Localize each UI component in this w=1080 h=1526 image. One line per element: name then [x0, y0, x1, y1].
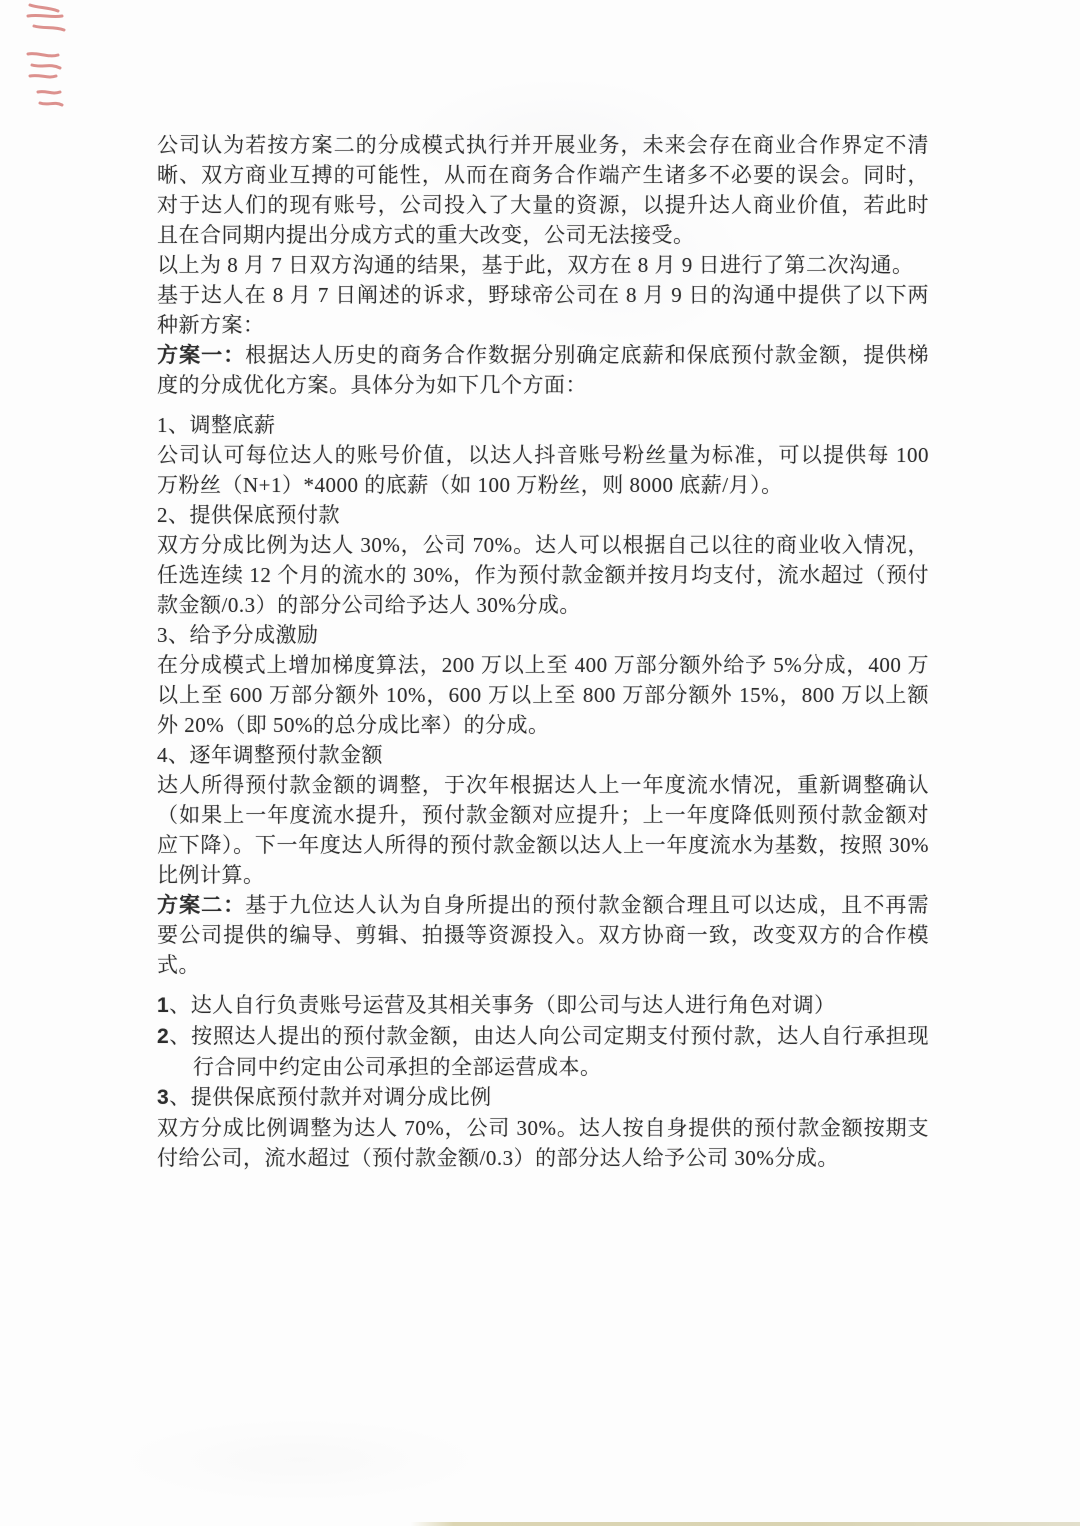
plan2-intro-paragraph [157, 890, 929, 980]
plan1-item3-body: 在分成模式上增加梯度算法，200 万以上至 400 万部分额外给予 5%分成，400 万以上至 600 万部分额外 10%，600 万以上至 800 万部分额外 15%，800 万以上额外 20%（即 50%的总分成比率）的分成。 [157, 653, 929, 737]
plan2-item3-text: 提供保底预付款并对调分成比例 [190, 1085, 492, 1109]
plan1-item3-title: 3、给予分成激励 [157, 623, 319, 647]
scanner-edge-artifact [0, 1522, 1080, 1526]
plan2-intro-text: 基于九位达人认为自身所提出的预付款金额合理且可以达成，且不再需要公司提供的编导、剪辑、拍摄等资源投入。双方协商一致，改变双方的合作模式。 [157, 893, 929, 977]
plan1-item1-body: 公司认可每位达人的账号价值，以达人抖音账号粉丝量为标准，可以提供每 100 万粉丝（N+1）*4000 的底薪（如 100 万粉丝，则 8000 底薪/月）。 [157, 443, 929, 497]
paragraph-aug7-result: 以上为 8 月 7 日双方沟通的结果，基于此，双方在 8 月 9 日进行了第二次沟通。 [157, 253, 914, 277]
plan1-label: 方案一： [157, 343, 246, 367]
plan1-item4-body: 达人所得预付款金额的调整，于次年根据达人上一年度流水情况，重新调整确认（如果上一年度流水提升，预付款金额对应提升；上一年度降低则预付款金额对应下降）。下一年度达人所得的预付款金额以达人上一年度流水为基数，按照 30%比例计算。 [157, 773, 929, 887]
plan2-item2-text: 按照达人提出的预付款金额，由达人向公司定期支付预付款，达人自行承担现行合同中约定由公司承担的全部运营成本。 [191, 1024, 930, 1079]
plan1-intro-text: 根据达人历史的商务合作数据分别确定底薪和保底预付款金额，提供梯度的分成优化方案。具体分为如下几个方面： [157, 343, 929, 397]
plan1-item1-title: 1、调整底薪 [157, 413, 276, 437]
plan2-item2-number: 2 [157, 1025, 170, 1048]
plan2-item3-number: 3 [157, 1086, 170, 1109]
paragraph-new-plans-intro: 基于达人在 8 月 7 日阐述的诉求，野球帝公司在 8 月 9 日的沟通中提供了以下两种新方案： [157, 283, 929, 337]
plan2-closing-paragraph: 双方分成比例调整为达人 70%，公司 30%。达人按自身提供的预付款金额按期支付给公司，流水超过（预付款金额/0.3）的部分达人给予公司 30%分成。 [157, 1116, 929, 1170]
plan1-item2-title: 2、提供保底预付款 [157, 503, 340, 527]
plan2-item3-separator: 、 [169, 1085, 191, 1109]
plan2-item1-number: 1 [157, 994, 170, 1017]
plan2-item2-separator: 、 [169, 1024, 192, 1048]
plan1-intro-paragraph [157, 340, 929, 400]
red-pen-annotation-marks [18, 2, 82, 118]
paragraph-company-position: 公司认为若按方案二的分成模式执行并开展业务，未来会存在商业合作界定不清晰、双方商业互搏的可能性，从而在商务合作端产生诸多不必要的误会。同时，对于达人们的现有账号，公司投入了大量的资源，以提升达人商业价值，若此时且在合同期内提出分成方式的重大改变，公司无法接受。 [157, 133, 929, 247]
plan2-label: 方案二： [157, 893, 246, 917]
plan2-item2 [157, 1021, 929, 1082]
plan2-item3 [157, 1082, 929, 1113]
plan1-item2-body: 双方分成比例为达人 30%，公司 70%。达人可以根据自己以往的商业收入情况，任选连续 12 个月的流水的 30%，作为预付款金额并按月均支付，流水超过（预付款金额/0.3）的部分公司给予达人 30%分成。 [157, 533, 929, 617]
plan2-item1-separator: 、 [169, 993, 191, 1017]
plan1-item4-title: 4、逐年调整预付款金额 [157, 743, 383, 767]
plan2-item1-text: 达人自行负责账号运营及其相关事务（即公司与达人进行角色对调） [190, 993, 836, 1017]
document-body [157, 130, 929, 1173]
plan2-item1 [157, 990, 929, 1021]
